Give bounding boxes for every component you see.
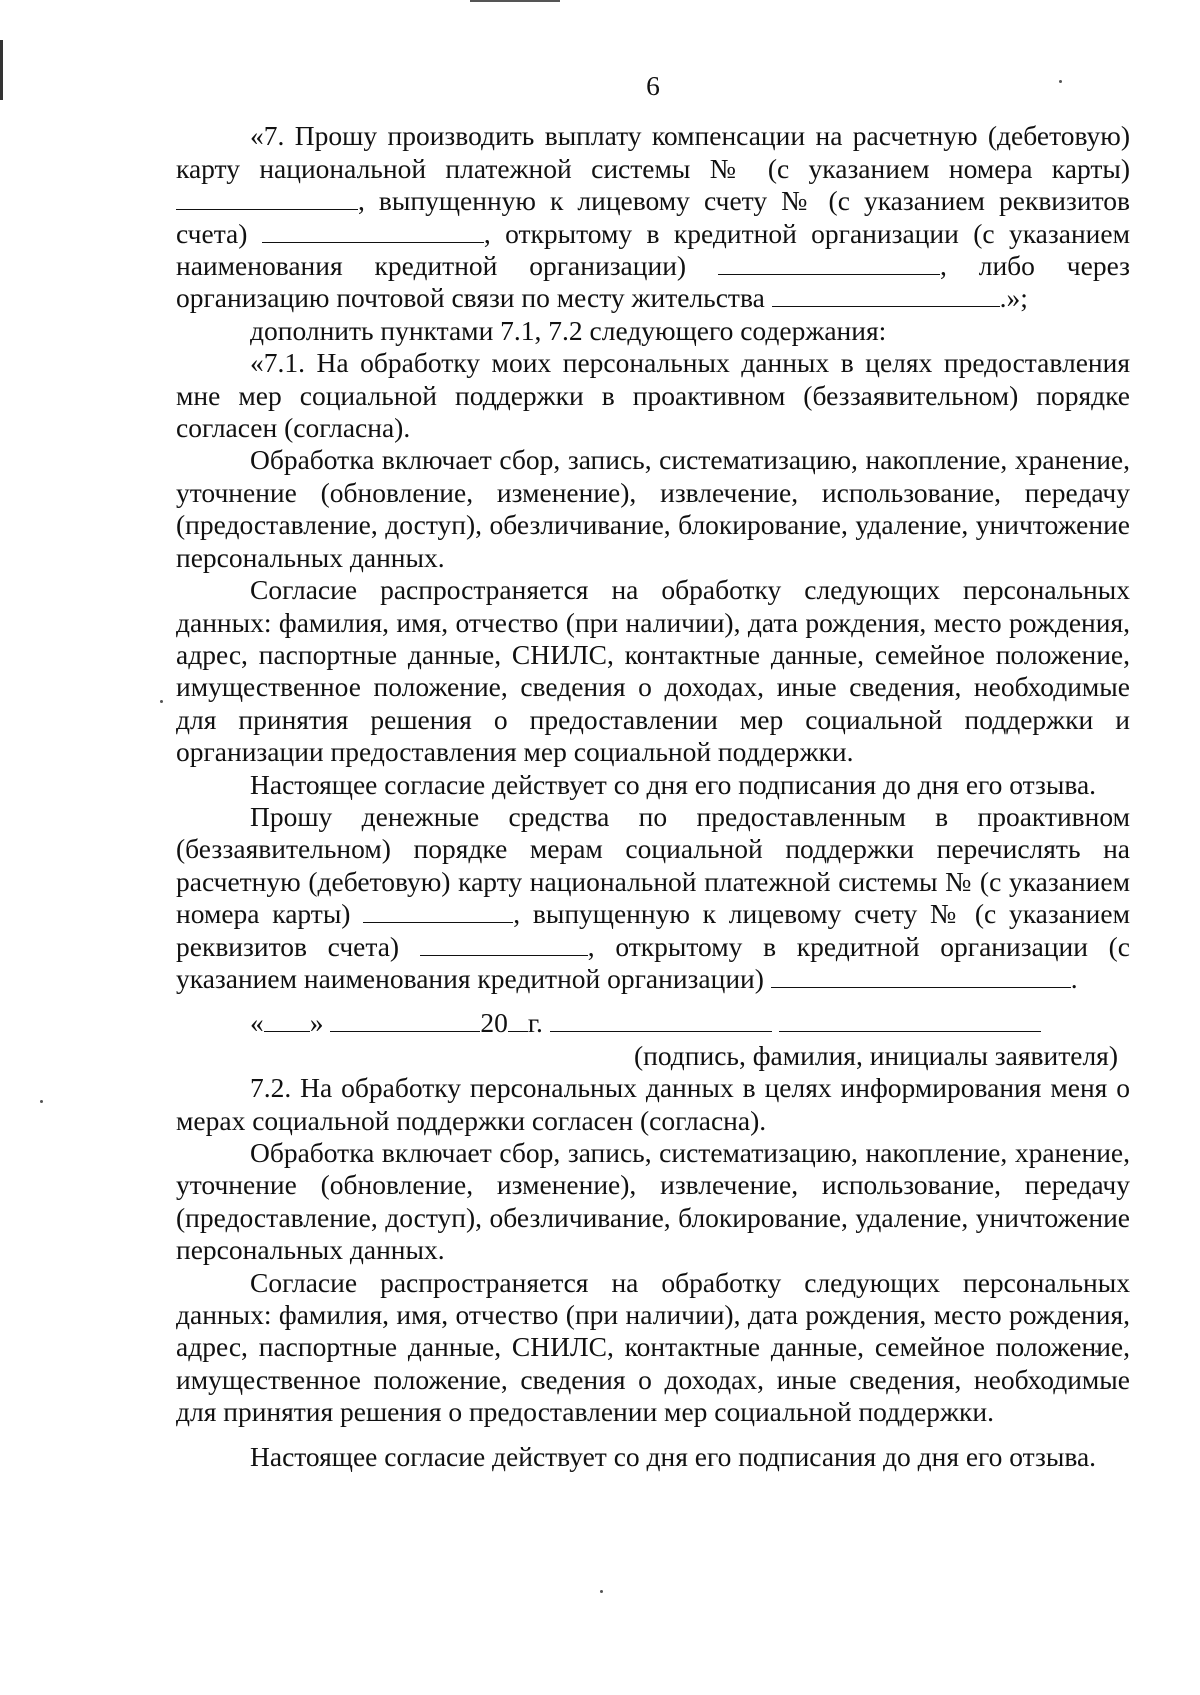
blank-address [772, 284, 1000, 307]
page-number: 6 [646, 70, 660, 101]
paragraph-consent-scope: Согласие распространяется на обработку следующих персональных данных: фамилия, имя, отчество (при наличии), дата рождения, место рождения, адрес, паспортные данные, СНИЛС, контактные данные, семейное положение, имущественное положение, сведения о доходах, иные сведения, необходимые для принятия решения о предоставлении мер социальной поддержки. [176, 1266, 1130, 1428]
text: « [250, 1007, 264, 1039]
blank-full-name [779, 1009, 1041, 1032]
text: , либо через организацию почтовой связи по месту жительства [176, 250, 1130, 314]
paragraph-item-7-2: 7.2. На обработку персональных данных в целях информирования меня о мерах социальной поддержки согласен (согласна). [176, 1072, 1130, 1136]
paragraph-validity: Настоящее согласие действует со дня его подписания до дня его отзыва. [250, 1440, 1097, 1472]
text: . [1070, 962, 1078, 994]
paragraph-consent-scope: Согласие распространяется на обработку следующих персональных данных: фамилия, имя, отчество (при наличии), дата рождения, место рождения, адрес, паспортные данные, СНИЛС, контактные данные, семейное положение, имущественное положение, сведения о доходах, иные сведения, необходимые для принятия решения о предоставлении мер социальной поддержки и организации предоставления мер социальной поддержки. [176, 574, 1130, 768]
blank-day [264, 1009, 310, 1032]
signature-caption: (подпись, фамилия, инициалы заявителя) [633, 1039, 1118, 1071]
text: , открытому в кредитной организации (с указанием наименования кредитной организации) [176, 930, 1130, 994]
text: г. [527, 1007, 543, 1039]
text: , открытому в кредитной организации (с указанием наименования кредитной организации) [176, 217, 1131, 282]
blank-bank-name [771, 965, 1071, 988]
scan-speck [600, 1590, 603, 1593]
paragraph-supplement: дополнить пунктами 7.1, 7.2 следующего содержания: [250, 314, 887, 346]
scan-speck [40, 1100, 43, 1103]
scan-edge-mark [470, 0, 560, 2]
text: , выпущенную к лицевому счету № (с указанием реквизитов счета) [176, 898, 1130, 962]
paragraph-item-7 [176, 120, 1130, 314]
paragraph-item-7-1: «7.1. На обработку моих персональных данных в целях предоставления мне мер социальной поддержки в проактивном (беззаявительном) порядке согласен (согласна). [176, 347, 1130, 444]
blank-account-details [420, 933, 588, 956]
document-page [176, 70, 1130, 1473]
text: «7. Прошу производить выплату компенсации на расчетную (дебетовую) карту национальной платежной системы № (с указанием номера карты) [176, 120, 1130, 184]
blank-bank-name [718, 252, 940, 275]
text: , выпущенную к лицевому счету № (с указанием реквизитов счета) [176, 185, 1130, 249]
scan-edge-mark [0, 40, 3, 100]
text: » [309, 1007, 324, 1039]
blank-month [330, 1009, 480, 1032]
blank-card-number [363, 900, 513, 923]
blank-signature [550, 1009, 772, 1032]
text: Прошу денежные средства по предоставленным в проактивном (беззаявительном) порядке мерам социальной поддержки перечислять на расчетную (дебетовую) карту национальной платежной системы № (с указанием номера карты) [176, 800, 1130, 930]
text: .»; [999, 282, 1028, 314]
blank-card-number [176, 187, 358, 210]
paragraph-payment-request [176, 801, 1130, 995]
blank-year [508, 1009, 528, 1032]
scan-speck [160, 700, 163, 703]
paragraph-processing: Обработка включает сбор, запись, систематизацию, накопление, хранение, уточнение (обновление, изменение), извлечение, использование, передачу (предоставление, доступ), обезличивание, блокирование, удаление, уничтожение персональных данных. [176, 1137, 1130, 1266]
blank-account-details [262, 220, 484, 243]
signature-line [176, 1007, 1130, 1039]
paragraph-processing: Обработка включает сбор, запись, систематизацию, накопление, хранение, уточнение (обновление, изменение), извлечение, использование, передачу (предоставление, доступ), обезличивание, блокирование, удаление, уничтожение персональных данных. [176, 444, 1130, 573]
text: 20 [480, 1007, 508, 1039]
paragraph-validity: Настоящее согласие действует со дня его подписания до дня его отзыва. [250, 768, 1097, 800]
